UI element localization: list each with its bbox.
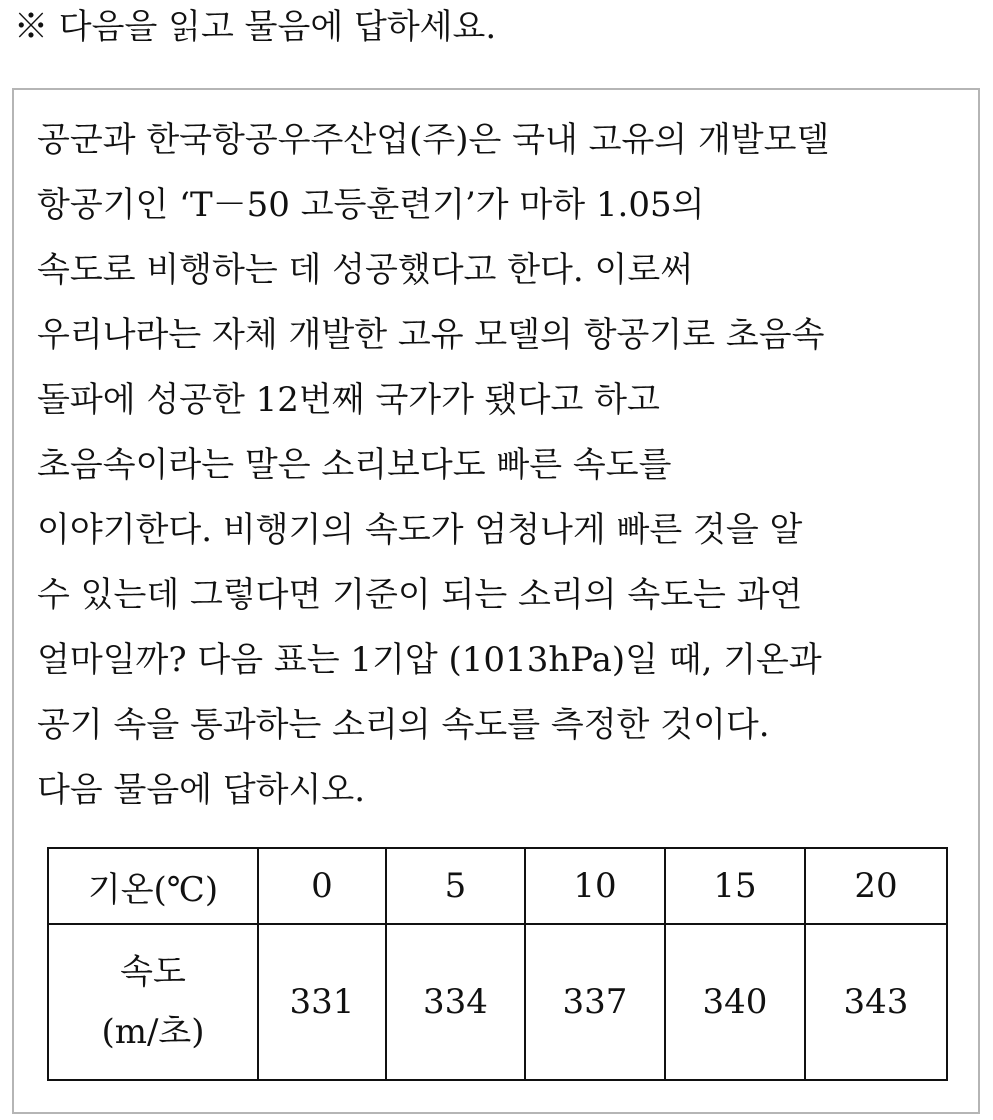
- speed-cell: 331: [258, 924, 386, 1080]
- speed-cell: 334: [386, 924, 525, 1080]
- passage-line: 이야기한다. 비행기의 속도가 엄청나게 빠른 것을 알: [37, 510, 803, 550]
- speed-header-label: 속도: [120, 952, 186, 992]
- temperature-cell: 0: [258, 848, 386, 924]
- passage-text: [37, 108, 957, 823]
- speed-header-unit: (m/초): [101, 1012, 205, 1052]
- temperature-cell: 20: [805, 848, 947, 924]
- speed-header-cell: [48, 924, 258, 1080]
- passage-line: 공기 속을 통과하는 소리의 속도를 측정한 것이다.: [37, 705, 770, 745]
- speed-cell: 343: [805, 924, 947, 1080]
- passage-line: 속도로 비행하는 데 성공했다고 한다. 이로써: [37, 250, 694, 290]
- speed-row: [48, 924, 947, 1080]
- temperature-cell: 5: [386, 848, 525, 924]
- instruction-text: ※ 다음을 읽고 물음에 답하세요.: [14, 7, 497, 47]
- temperature-cell: 15: [665, 848, 805, 924]
- passage-line: 우리나라는 자체 개발한 고유 모델의 항공기로 초음속: [37, 315, 825, 355]
- speed-cell: 340: [665, 924, 805, 1080]
- temperature-header-cell: 기온(℃): [48, 848, 258, 924]
- passage-line: 다음 물음에 답하시오.: [37, 770, 366, 810]
- temperature-row: [48, 848, 947, 924]
- temperature-cell: 10: [525, 848, 665, 924]
- passage-line: 공군과 한국항공우주산업(주)은 국내 고유의 개발모델: [37, 120, 830, 160]
- passage-line: 초음속이라는 말은 소리보다도 빠른 속도를: [37, 445, 672, 485]
- passage-line: 돌파에 성공한 12번째 국가가 됐다고 하고: [37, 380, 660, 420]
- sound-speed-table: [47, 847, 948, 1081]
- speed-cell: 337: [525, 924, 665, 1080]
- passage-line: 항공기인 ‘T－50 고등훈련기’가 마하 1.05의: [37, 185, 705, 225]
- passage-line: 수 있는데 그렇다면 기준이 되는 소리의 속도는 과연: [37, 575, 803, 615]
- passage-line: 얼마일까? 다음 표는 1기압 (1013hPa)일 때, 기온과: [37, 640, 822, 680]
- passage-box: [12, 88, 980, 1114]
